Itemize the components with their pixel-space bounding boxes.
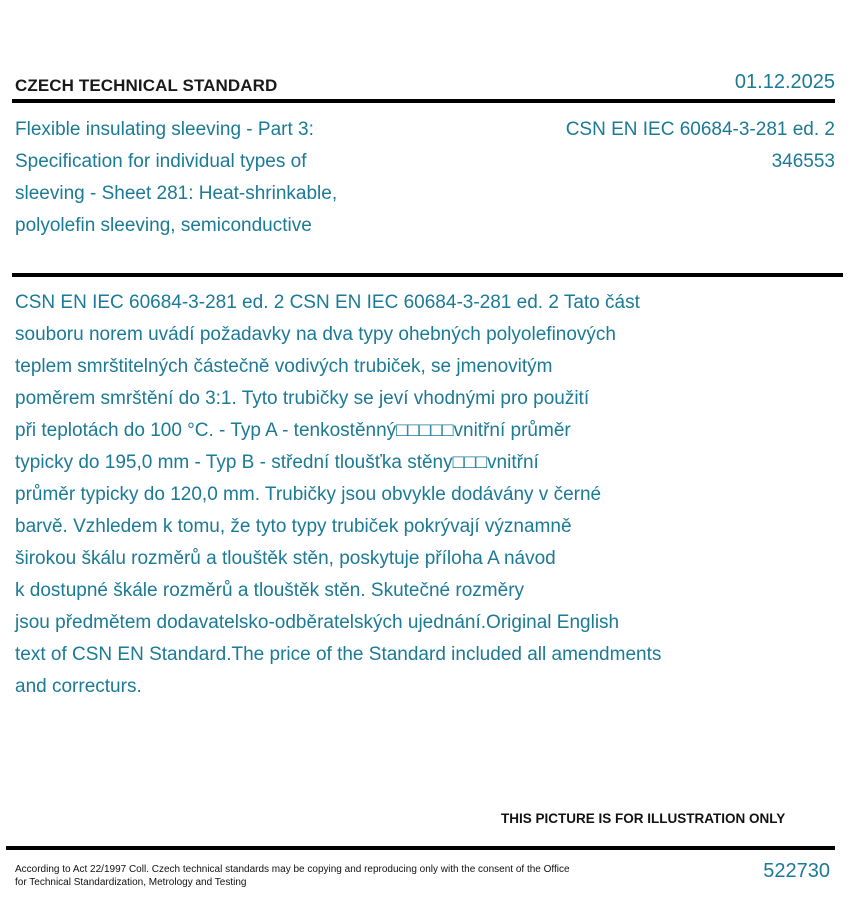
description-line: poměrem smrštění do 3:1. Tyto trubičky se jeví vhodnými pro použití <box>15 388 590 409</box>
publication-date: 01.12.2025 <box>734 71 835 93</box>
legal-notice-line: for Technical Standardization, Metrology and Testing <box>15 877 247 888</box>
description-line: teplem smrštitelných částečně vodivých trubiček, se jmenovitým <box>15 356 553 377</box>
description-line: průměr typicky do 120,0 mm. Trubičky jsou obvykle dodávány v černé <box>15 484 602 505</box>
standard-identifier <box>566 114 835 178</box>
description-line: and correcturs. <box>15 676 142 697</box>
description-line: barvě. Vzhledem k tomu, že tyto typy trubiček pokrývají významně <box>15 516 572 537</box>
standard-code: CSN EN IEC 60684-3-281 ed. 2 <box>565 119 835 140</box>
standard-description <box>15 287 755 703</box>
header-divider <box>12 99 835 103</box>
standard-number: 346553 <box>771 151 835 172</box>
description-line: typicky do 195,0 mm - Typ B - střední tloušťka stěny□□□vnitřní <box>15 452 539 473</box>
legal-notice <box>15 863 585 889</box>
footer-number: 522730 <box>763 860 830 882</box>
standard-title-line: sleeving - Sheet 281: Heat-shrinkable, <box>15 183 338 204</box>
section-divider <box>12 273 843 277</box>
standard-title-line: Flexible insulating sleeving - Part 3: <box>15 119 314 140</box>
standard-title-line: Specification for individual types of <box>15 151 307 172</box>
illustration-note: THIS PICTURE IS FOR ILLUSTRATION ONLY <box>501 811 786 826</box>
description-line: při teplotách do 100 °C. - Typ A - tenkostěnný□□□□□vnitřní průměr <box>15 420 571 441</box>
footer-divider <box>6 846 835 850</box>
standard-title-line: polyolefin sleeving, semiconductive <box>15 215 312 236</box>
legal-notice-line: According to Act 22/1997 Coll. Czech technical standards may be copying and reproducing only with the consent of the Office <box>15 864 570 875</box>
description-line: text of CSN EN Standard.The price of the Standard included all amendments <box>15 644 662 665</box>
description-line: jsou předmětem dodavatelsko-odběratelských ujednání.Original English <box>15 612 620 633</box>
description-line: širokou škálu rozměrů a tlouštěk stěn, poskytuje příloha A návod <box>15 548 556 569</box>
standard-title <box>15 114 415 242</box>
description-line: k dostupné škále rozměrů a tlouštěk stěn. Skutečné rozměry <box>15 580 525 601</box>
description-line: souboru norem uvádí požadavky na dva typy ohebných polyolefinových <box>15 324 616 345</box>
description-line: CSN EN IEC 60684-3-281 ed. 2 CSN EN IEC 60684-3-281 ed. 2 Tato část <box>15 292 640 313</box>
document-heading: CZECH TECHNICAL STANDARD <box>15 76 278 95</box>
